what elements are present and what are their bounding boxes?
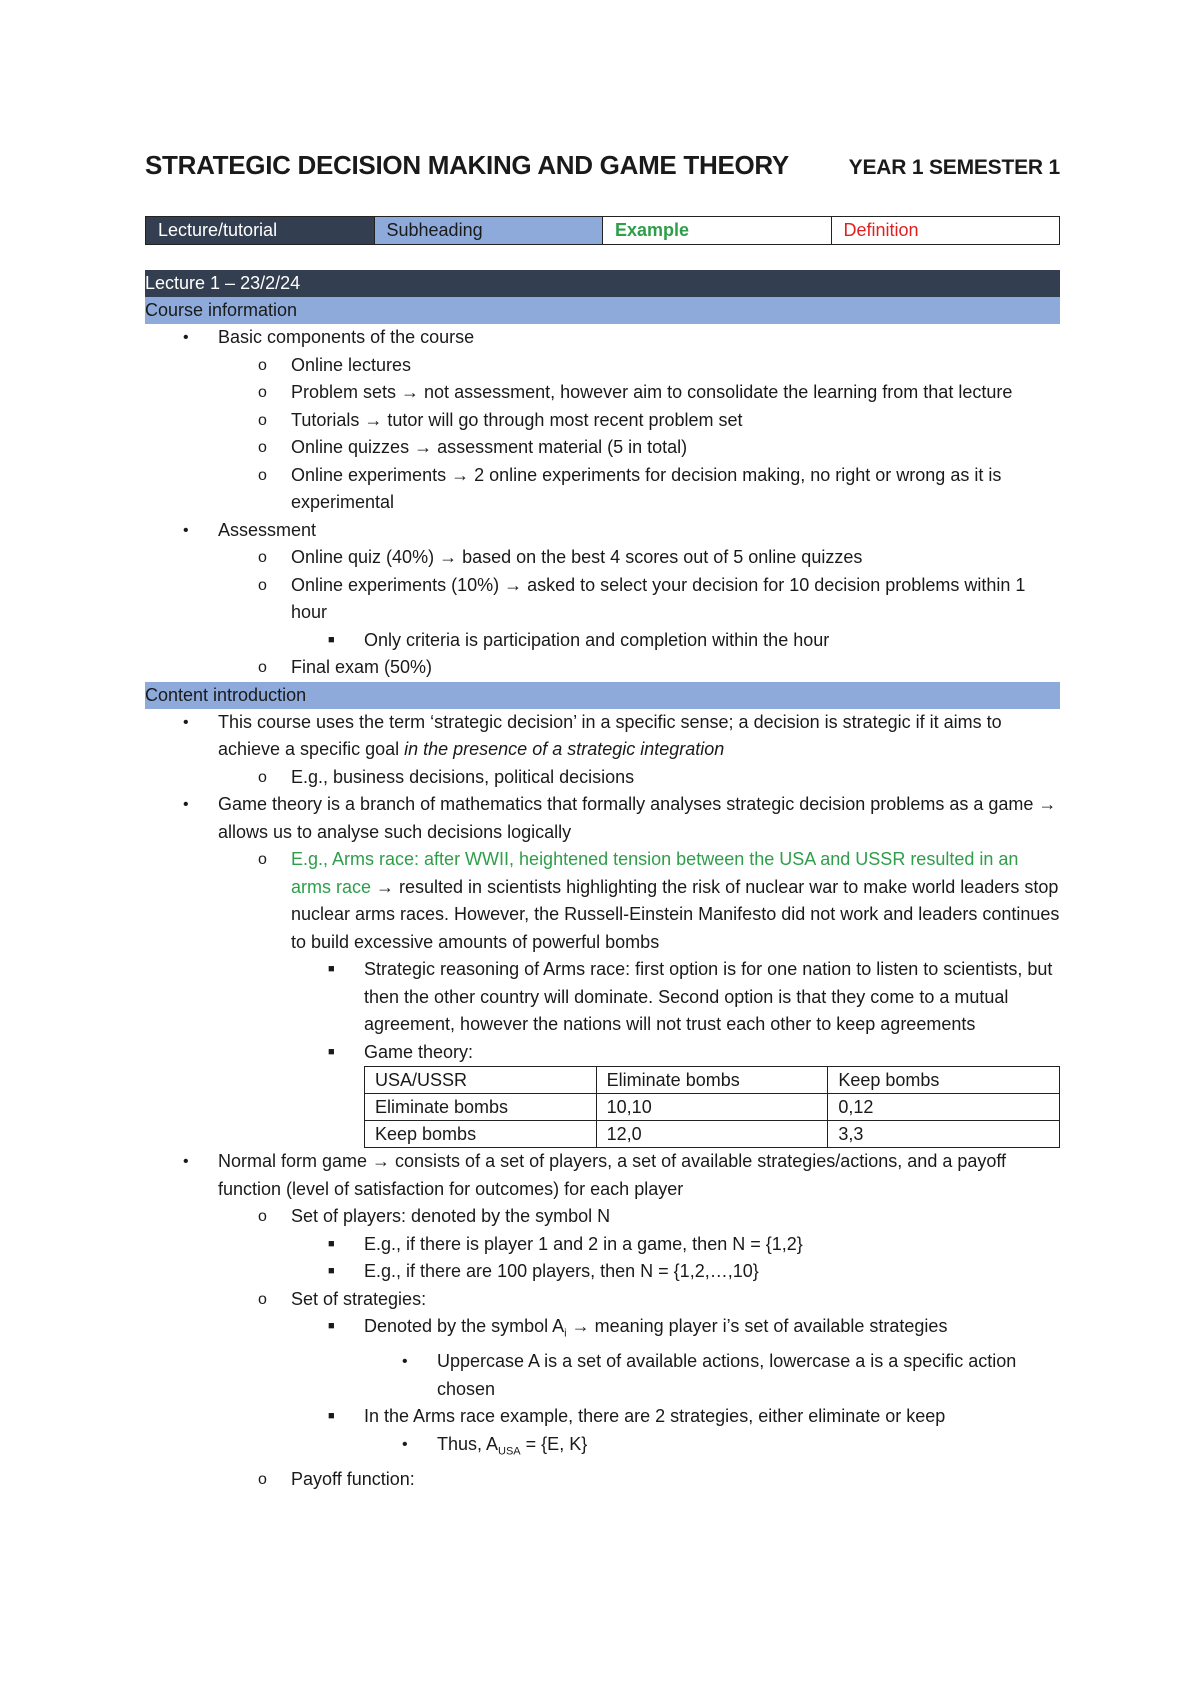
circle-bullet-icon: o <box>258 549 267 566</box>
table-cell: Keep bombs <box>828 1067 1060 1094</box>
list-item: o Set of players: denoted by the symbol N <box>145 1203 1060 1231</box>
circle-bullet-icon: o <box>258 356 267 374</box>
bullet-icon: • <box>183 713 189 731</box>
list-item: ■ Game theory: <box>145 1039 1060 1067</box>
bullet-icon: • <box>402 1435 408 1453</box>
list-item: ■ E.g., if there are 100 players, then N = {1,2,…,10} <box>145 1258 1060 1286</box>
list-item: o Online lectures <box>145 352 1060 380</box>
list-item: o Online experiments → 2 online experiments for decision making, no right or wrong as it is experimental <box>145 462 1060 517</box>
list-item: o Online quiz (40%) → based on the best 4 scores out of 5 online quizzes <box>145 544 1060 572</box>
payoff-table <box>364 1066 1060 1148</box>
table-cell: 10,10 <box>596 1094 828 1121</box>
legend-lecture: Lecture/tutorial <box>146 217 375 245</box>
square-bullet-icon: ■ <box>328 1410 335 1423</box>
document-title: STRATEGIC DECISION MAKING AND GAME THEORY <box>145 150 789 180</box>
subheading-content-intro: Content introduction <box>145 682 1060 709</box>
square-bullet-icon: ■ <box>328 1237 335 1250</box>
square-bullet-icon: ■ <box>328 1320 335 1332</box>
circle-bullet-icon: o <box>258 659 267 676</box>
colour-legend <box>145 216 1060 245</box>
bullet-icon: • <box>183 1153 189 1170</box>
circle-bullet-icon: o <box>258 1208 267 1225</box>
circle-bullet-icon: o <box>258 851 267 868</box>
list-item: • Thus, $A_{USA} = \{E$, K} <box>145 1431 1060 1466</box>
subheading-course-info: Course information <box>145 297 1060 324</box>
list-item: o E.g., business decisions, political decisions <box>145 764 1060 792</box>
circle-bullet-icon: o <box>258 768 267 786</box>
legend-definition: Definition <box>831 217 1060 245</box>
table-cell: 3,3 <box>828 1121 1060 1148</box>
square-bullet-icon: ■ <box>328 1045 335 1058</box>
table-cell: 0,12 <box>828 1094 1060 1121</box>
table-row <box>365 1067 1060 1094</box>
list-item: • Game theory is a branch of mathematics that formally analyses strategic decision problems as a game → allows us to analyse such decisions logically <box>145 791 1060 846</box>
list-item: o Online quizzes → assessment material (5 in total) <box>145 434 1060 462</box>
list-item: ■ Strategic reasoning of Arms race: first option is for one nation to listen to scientists, but then the other country will dominate. Second option is that they come to a mutual agreement, however the nations will not trust each other to keep agreements <box>145 956 1060 1039</box>
circle-bullet-icon: o <box>258 1470 267 1488</box>
list-item: • Assessment <box>145 517 1060 545</box>
list-item: o Problem sets → not assessment, however aim to consolidate the learning from that lecture <box>145 379 1060 407</box>
list-item: ■ Denoted by the symbol $A_i$ → meaning player i’s set of available strategies <box>145 1313 1060 1348</box>
list-item: • Basic components of the course <box>145 324 1060 352</box>
list-item: o Set of strategies: <box>145 1286 1060 1314</box>
list-item: o Final exam (50%) <box>145 654 1060 682</box>
lecture-heading: Lecture 1 – 23/2/24 <box>145 270 1060 297</box>
list-item: • Uppercase A is a set of available actions, lowercase a is a specific action chosen <box>145 1348 1060 1403</box>
square-bullet-icon: ■ <box>328 633 335 646</box>
list-item: o Payoff function: <box>145 1466 1060 1494</box>
table-cell: Eliminate bombs <box>596 1067 828 1094</box>
list-item: o Online experiments (10%) → asked to select your decision for 10 decision problems within 1 hour <box>145 572 1060 627</box>
square-bullet-icon: ■ <box>328 1265 335 1277</box>
list-item: • Normal form game → consists of a set of players, a set of available strategies/actions, and a payoff function (level of satisfaction for outcomes) for each player <box>145 1148 1060 1203</box>
table-row <box>365 1121 1060 1148</box>
bullet-icon: • <box>402 1353 408 1371</box>
list-item: o E.g., Arms race: after WWII, heightened tension between the USA and USSR resulted in an arms race → resulted in scientists highlighting the risk of nuclear war to make world leaders stop nuclear arms races. However, the Russell-Einstein Manifesto did not work and leaders continues to build excessive amounts of powerful bombs <box>145 846 1060 956</box>
bullet-icon: • <box>183 796 189 813</box>
bullet-icon: • <box>183 329 189 346</box>
title-row <box>145 150 1060 186</box>
circle-bullet-icon: o <box>258 1290 267 1308</box>
legend-subheading: Subheading <box>374 217 603 245</box>
circle-bullet-icon: o <box>258 384 267 401</box>
table-cell: Keep bombs <box>365 1121 597 1148</box>
list-item: o Tutorials → tutor will go through most recent problem set <box>145 407 1060 435</box>
table-cell: Eliminate bombs <box>365 1094 597 1121</box>
circle-bullet-icon: o <box>258 466 267 484</box>
circle-bullet-icon: o <box>258 439 267 456</box>
legend-example: Example <box>603 217 832 245</box>
table-cell: USA/USSR <box>365 1067 597 1094</box>
year-semester: YEAR 1 SEMESTER 1 <box>848 156 1060 179</box>
circle-bullet-icon: o <box>258 411 267 429</box>
table-row <box>365 1094 1060 1121</box>
lecture-notes <box>145 270 1060 1493</box>
list-item: ■ E.g., if there is player 1 and 2 in a game, then N = {1,2} <box>145 1231 1060 1259</box>
list-item: • This course uses the term ‘strategic decision’ in a specific sense; a decision is strategic if it aims to achieve a specific goal in the presence of a strategic integration <box>145 709 1060 764</box>
bullet-icon: • <box>183 521 189 539</box>
square-bullet-icon: ■ <box>328 963 335 975</box>
list-item: ■ In the Arms race example, there are 2 strategies, either eliminate or keep <box>145 1403 1060 1431</box>
example-text: E.g., Arms race: after WWII, heightened tension between the USA and USSR resulted in an arms race <box>291 849 1019 897</box>
circle-bullet-icon: o <box>258 576 267 594</box>
table-cell: 12,0 <box>596 1121 828 1148</box>
list-item: ■ Only criteria is participation and completion within the hour <box>145 627 1060 655</box>
document-page <box>145 150 1060 1489</box>
